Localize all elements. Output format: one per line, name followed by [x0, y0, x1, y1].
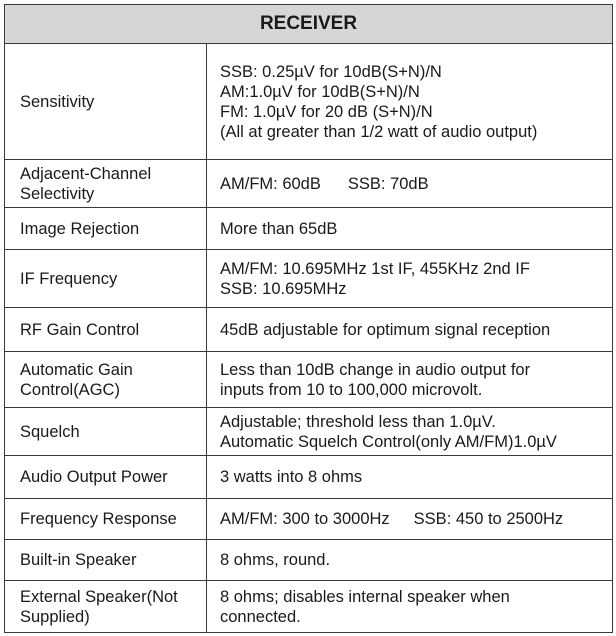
spec-value: [207, 456, 613, 499]
value-line: [220, 509, 612, 529]
value-line: inputs from 10 to 100,000 microvolt.: [220, 380, 483, 399]
label-line: Selectivity: [20, 184, 95, 203]
spec-row-squelch: [5, 408, 613, 456]
spec-row-sensitivity: [5, 44, 613, 160]
value-line: AM/FM: 10.695MHz 1st IF, 455KHz 2nd IF: [220, 259, 530, 278]
label-line: Supplied): [20, 607, 90, 626]
value-line: FM: 1.0µV for 20 dB (S+N)/N: [220, 102, 433, 121]
spec-row-audio-output-power: [5, 456, 613, 499]
value-line: SSB: 0.25µV for 10dB(S+N)/N: [220, 62, 442, 81]
spec-label: [5, 250, 207, 308]
spec-value: [207, 250, 613, 308]
label-line: IF Frequency: [20, 269, 118, 288]
label-line: Sensitivity: [20, 92, 95, 111]
spec-value: [207, 540, 613, 581]
spec-row-built-in-speaker: [5, 540, 613, 581]
spec-value: [207, 581, 613, 633]
spec-label: [5, 352, 207, 408]
spec-label: [5, 581, 207, 633]
spec-row-image-rejection: [5, 208, 613, 250]
spec-label: [5, 499, 207, 540]
value-line: 8 ohms, round.: [220, 551, 331, 569]
value-line: Adjustable; threshold less than 1.0µV.: [220, 412, 496, 431]
spec-row-adjacent-channel-selectivity: [5, 160, 613, 208]
value-line: 3 watts into 8 ohms: [220, 468, 363, 486]
table-header-row: [5, 5, 613, 44]
label-line: Audio Output Power: [20, 468, 168, 486]
value-line: [220, 174, 612, 194]
spec-value: [207, 408, 613, 456]
spec-label: [5, 160, 207, 208]
label-line: External Speaker(Not: [20, 587, 178, 606]
spec-row-automatic-gain-control: [5, 352, 613, 408]
label-line: Squelch: [20, 422, 80, 441]
value-part: AM/FM: 60dB: [220, 174, 321, 193]
value-line: AM:1.0µV for 10dB(S+N)/N: [220, 82, 420, 101]
label-line: Frequency Response: [20, 510, 177, 528]
value-line: SSB: 10.695MHz: [220, 279, 347, 298]
receiver-spec-table: [4, 4, 613, 633]
spec-value: [207, 44, 613, 160]
label-line: Image Rejection: [20, 219, 140, 238]
spec-label: [5, 456, 207, 499]
spec-row-external-speaker: [5, 581, 613, 633]
value-line: connected.: [220, 607, 301, 626]
spec-label: [5, 208, 207, 250]
spec-value: [207, 208, 613, 250]
spec-label: [5, 44, 207, 160]
value-line: 45dB adjustable for optimum signal reception: [220, 320, 551, 339]
spec-value: [207, 352, 613, 408]
spec-value: [207, 499, 613, 540]
value-part: AM/FM: 300 to 3000Hz: [220, 510, 390, 528]
spec-label: [5, 408, 207, 456]
spec-value: [207, 308, 613, 352]
value-line: More than 65dB: [220, 219, 338, 238]
value-line: (All at greater than 1/2 watt of audio output): [220, 122, 538, 141]
value-part: SSB: 70dB: [347, 174, 429, 193]
label-line: Control(AGC): [20, 380, 120, 399]
label-line: Built-in Speaker: [20, 551, 137, 569]
spec-value: [207, 160, 613, 208]
spec-row-frequency-response: [5, 499, 613, 540]
value-line: 8 ohms; disables internal speaker when: [220, 587, 510, 606]
spec-label: [5, 308, 207, 352]
value-line: Automatic Squelch Control(only AM/FM)1.0µV: [220, 432, 557, 451]
label-line: RF Gain Control: [20, 320, 140, 339]
spec-label: [5, 540, 207, 581]
label-line: Adjacent-Channel: [20, 164, 152, 183]
table-title: RECEIVER: [5, 5, 613, 44]
value-part: SSB: 450 to 2500Hz: [413, 510, 564, 528]
value-line: Less than 10dB change in audio output for: [220, 360, 531, 379]
spec-row-if-frequency: [5, 250, 613, 308]
spec-row-rf-gain-control: [5, 308, 613, 352]
label-line: Automatic Gain: [20, 360, 133, 379]
